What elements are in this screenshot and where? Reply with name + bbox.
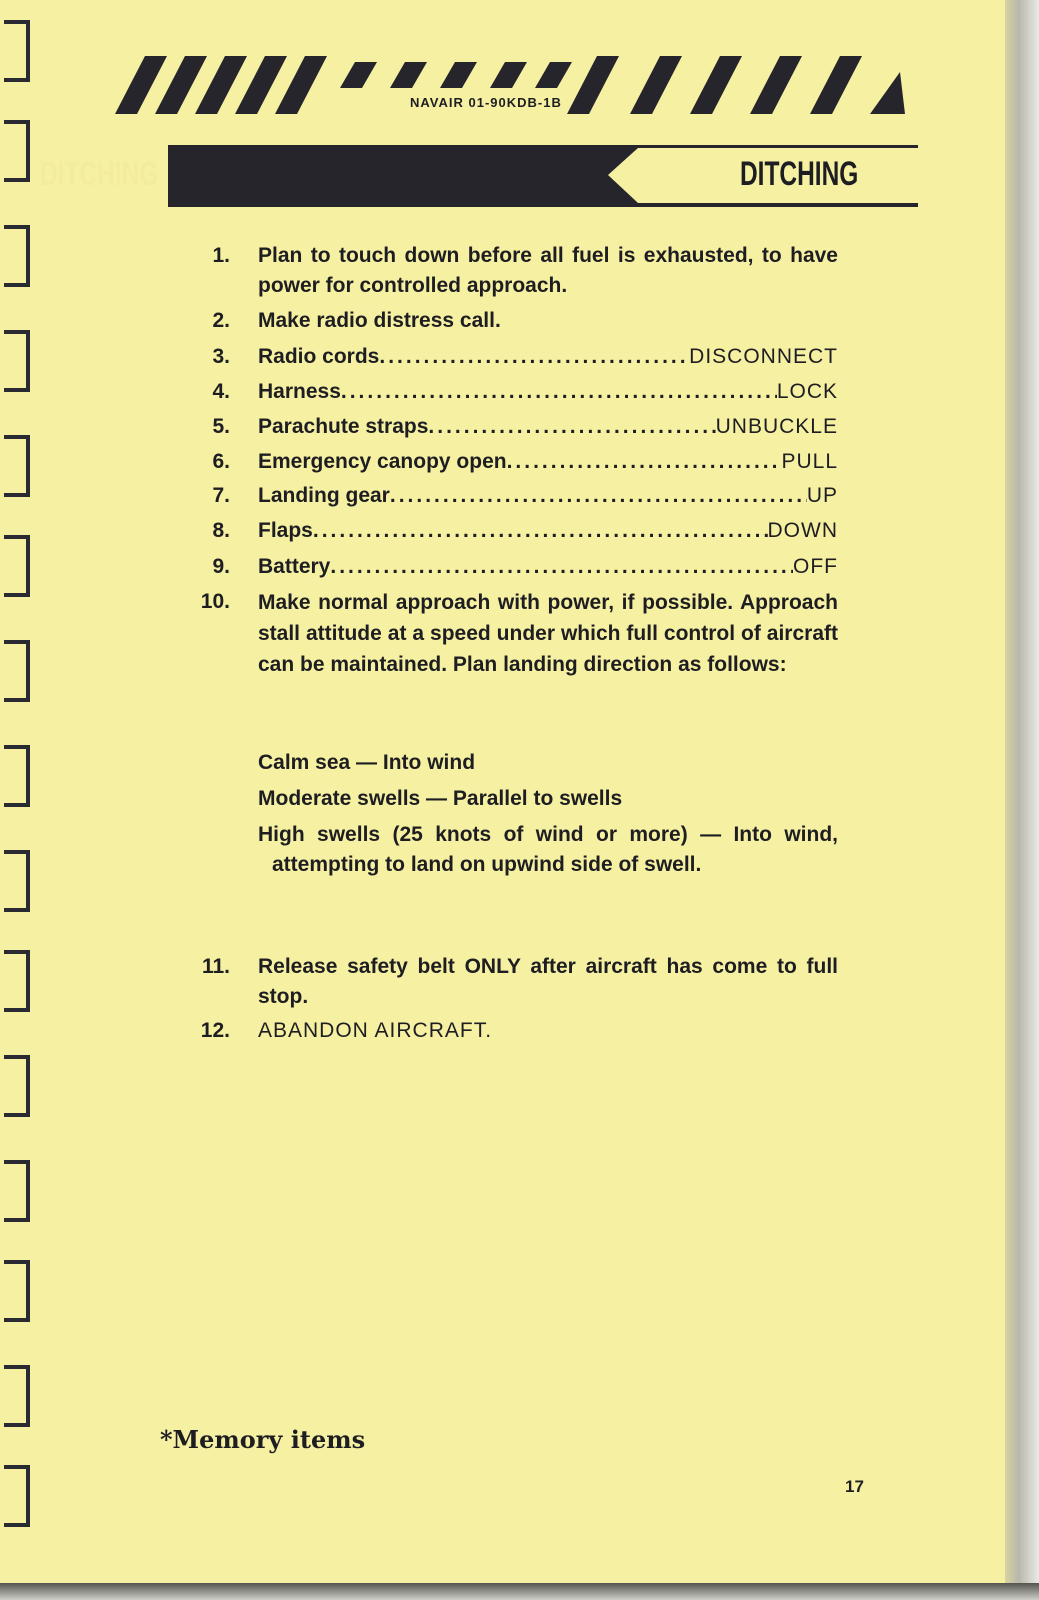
item-number: 6. bbox=[212, 450, 230, 473]
item-number: 7. bbox=[212, 484, 230, 507]
dot-leader bbox=[390, 481, 807, 511]
step-text: Make normal approach with power, if possible. Approach stall attitude at a speed under which full control of aircraft can be maintained. Plan landing direction as follows: bbox=[258, 591, 838, 676]
dot-leader bbox=[379, 342, 689, 372]
section-title-right: DITCHING bbox=[740, 155, 859, 193]
dot-leader bbox=[428, 412, 715, 442]
item-number: 3. bbox=[212, 345, 230, 368]
binding-ring bbox=[4, 435, 30, 497]
binding-ring bbox=[4, 745, 30, 807]
binding-ring bbox=[4, 225, 30, 287]
item-step bbox=[258, 447, 838, 477]
binding-ring bbox=[4, 950, 30, 1012]
binding-ring bbox=[4, 120, 30, 182]
step-action: DOWN bbox=[767, 519, 838, 542]
sea-condition: Moderate swells — Parallel to swells bbox=[258, 787, 623, 810]
step-label: Radio cords bbox=[258, 345, 380, 368]
binding-ring bbox=[4, 1055, 30, 1117]
step-label: Landing gear bbox=[258, 484, 390, 507]
item-step bbox=[258, 516, 838, 546]
dot-leader bbox=[313, 516, 768, 546]
section-title-left: DITCHING bbox=[40, 155, 159, 193]
binding-ring bbox=[4, 1465, 30, 1527]
binding-ring bbox=[4, 330, 30, 392]
memory-items-note: *Memory items bbox=[160, 1425, 366, 1454]
step-label: Flaps bbox=[258, 519, 313, 542]
item-number: 1. bbox=[212, 244, 230, 267]
sea-condition: High swells (25 knots of wind or more) — Into wind, attempting to land on upwind side of swell. bbox=[258, 823, 838, 876]
item-number: 8. bbox=[212, 519, 230, 542]
binding-ring bbox=[4, 850, 30, 912]
item-number: 11. bbox=[201, 955, 230, 978]
binding-ring bbox=[4, 1160, 30, 1222]
page-number: 17 bbox=[845, 1477, 864, 1496]
step-action: UP bbox=[806, 484, 838, 507]
item-step bbox=[258, 412, 838, 442]
step-text: Release safety belt ONLY after aircraft has come to full stop. bbox=[258, 955, 838, 1008]
step-label: Harness bbox=[258, 380, 341, 403]
step-action: DISCONNECT bbox=[689, 345, 838, 368]
item-number: 5. bbox=[212, 415, 230, 438]
item-step bbox=[258, 377, 838, 407]
item-step bbox=[258, 481, 838, 511]
binding-ring bbox=[4, 535, 30, 597]
item-number: 10. bbox=[200, 590, 230, 613]
step-action: LOCK bbox=[776, 380, 838, 403]
item-step bbox=[258, 342, 838, 372]
item-number: 9. bbox=[212, 555, 230, 578]
step-action: OFF bbox=[793, 555, 838, 578]
step-text: ABANDON AIRCRAFT. bbox=[258, 1019, 493, 1042]
step-label: Emergency canopy open bbox=[258, 450, 507, 473]
binding-ring bbox=[4, 640, 30, 702]
binding-ring bbox=[4, 1260, 30, 1322]
item-step bbox=[258, 552, 838, 582]
page-edge bbox=[1005, 0, 1039, 1600]
item-number: 12. bbox=[200, 1019, 230, 1042]
item-number: 2. bbox=[212, 309, 230, 332]
binding-ring bbox=[4, 1365, 30, 1427]
dot-leader bbox=[330, 552, 793, 582]
document-number: NAVAIR 01-90KDB-1B bbox=[410, 95, 562, 110]
step-label: Battery bbox=[258, 555, 331, 578]
step-text: Plan to touch down before all fuel is exhausted, to have power for controlled approach. bbox=[258, 244, 838, 297]
dot-leader bbox=[507, 447, 782, 477]
step-label: Parachute straps bbox=[258, 415, 429, 438]
item-number: 4. bbox=[212, 380, 230, 403]
step-action: UNBUCKLE bbox=[715, 415, 838, 438]
step-action: PULL bbox=[781, 450, 838, 473]
step-text: Make radio distress call. bbox=[258, 309, 501, 332]
dot-leader bbox=[341, 377, 777, 407]
sea-condition: Calm sea — Into wind bbox=[258, 751, 476, 774]
binding-ring bbox=[4, 20, 30, 82]
page-bottom-edge bbox=[0, 1583, 1039, 1600]
